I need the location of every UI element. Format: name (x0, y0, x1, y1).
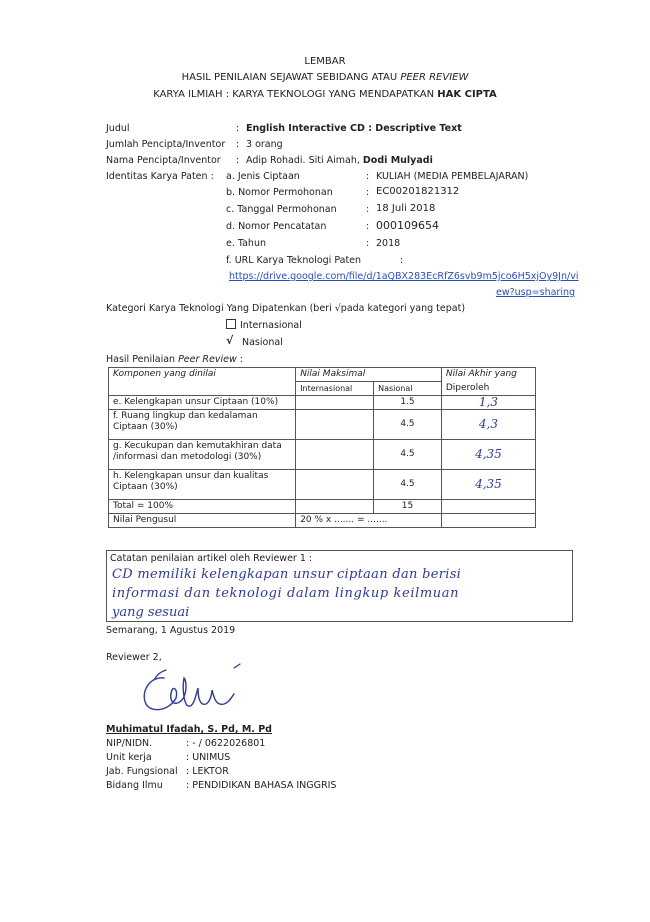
row-score-handwritten: 4,35 (441, 440, 535, 470)
identitas-a-label: a. Jenis Ciptaan (226, 171, 300, 182)
pengusul-score (441, 514, 535, 528)
pengusul-formula: 20 % x ....... = ....... (296, 514, 442, 528)
identitas-c-label: c. Tanggal Permohonan (226, 204, 337, 215)
kategori-option-internasional[interactable] (226, 319, 302, 331)
identitas-b-value: EC00201821312 (376, 186, 460, 197)
title-line2-italic: PEER REVIEW (400, 72, 469, 83)
table-row (109, 470, 536, 500)
reviewer-label: Reviewer 2, (106, 652, 162, 663)
row-max: 4.5 (374, 470, 442, 500)
judul-label: Judul (106, 123, 130, 134)
signature-image (136, 660, 246, 720)
title-line3-bold: HAK CIPTA (437, 89, 497, 100)
jabatan-value: : LEKTOR (186, 766, 229, 777)
identitas-a-value: KULIAH (MEDIA PEMBELAJARAN) (376, 171, 529, 182)
total-score (441, 500, 535, 514)
title-hasil-penilaian (0, 72, 650, 83)
hasil-label-suffix: : (236, 354, 243, 365)
nama-value (246, 155, 433, 166)
table-row (109, 410, 536, 440)
title-lembar: LEMBAR (304, 56, 346, 67)
identitas-f-colon: : (400, 255, 404, 266)
catatan-handwritten-line2: informasi dan teknologi dalam lingkup keilmuan (112, 586, 460, 601)
table-total-row (109, 500, 536, 514)
row-internasional (296, 410, 374, 440)
header-internasional: Internasional (296, 382, 374, 396)
row-label: g. Kecukupan dan kemutakhiran data /informasi dan metodologi (30%) (109, 440, 296, 470)
jumlah-label: Jumlah Pencipta/Inventor (106, 139, 226, 150)
reviewer-name: Muhimatul Ifadah, S. Pd, M. Pd (106, 724, 272, 735)
table-pengusul-row (109, 514, 536, 528)
judul-value: English Interactive CD : Descriptive Text (246, 123, 462, 134)
nama-value-bold: Dodi Mulyadi (362, 155, 433, 166)
header-nasional: Nasional (374, 382, 442, 396)
identitas-c-value: 18 Juli 2018 (376, 203, 436, 214)
total-value: 15 (374, 500, 442, 514)
row-label: f. Ruang lingkup dan kedalaman Ciptaan (30%) (109, 410, 296, 440)
unit-label: Unit kerja (106, 752, 152, 763)
identitas-b-colon: : (366, 187, 370, 198)
header-nilai-maksimal: Nilai Maksimal (296, 368, 442, 382)
row-label: e. Kelengkapan unsur Ciptaan (10%) (109, 396, 296, 410)
row-max: 4.5 (374, 440, 442, 470)
title-karya-ilmiah (0, 89, 650, 100)
patent-url-link[interactable]: https://drive.google.com/file/d/1aQBX283EcRfZ6svb9m5jco6H5xjOy9Jn/vi (229, 271, 579, 282)
identitas-e-label: e. Tahun (226, 238, 266, 249)
total-label: Total = 100% (109, 500, 296, 514)
place-date: Semarang, 1 Agustus 2019 (106, 625, 236, 636)
row-internasional (296, 440, 374, 470)
nip-label: NIP/NIDN. (106, 738, 153, 749)
identitas-d-label: d. Nomor Pencatatan (226, 221, 327, 232)
header-komponen: Komponen yang dinilai (109, 368, 296, 396)
bidang-label: Bidang Ilmu (106, 780, 163, 791)
identitas-c-colon: : (366, 204, 370, 215)
bidang-value: : PENDIDIKAN BAHASA INGGRIS (186, 780, 337, 791)
hasil-penilaian-label (106, 354, 243, 365)
grading-table (108, 367, 536, 528)
identitas-a-colon: : (366, 171, 370, 182)
pengusul-label: Nilai Pengusul (109, 514, 296, 528)
kategori-label: Kategori Karya Teknologi Yang Dipatenkan (beri √pada kategori yang tepat) (106, 303, 466, 314)
nama-colon: : (236, 155, 240, 166)
catatan-handwritten-line3: yang sesuai (112, 605, 190, 620)
identitas-e-colon: : (366, 238, 370, 249)
header-nilai-akhir: Nilai Akhir yang (441, 368, 535, 382)
title-line3-text: KARYA ILMIAH : KARYA TEKNOLOGI YANG MENDAPATKAN (153, 89, 438, 100)
hasil-label-text: Hasil Penilaian (106, 354, 179, 365)
row-score-handwritten: 4,35 (441, 470, 535, 500)
table-row (109, 396, 536, 410)
total-internasional (296, 500, 374, 514)
nama-label: Nama Pencipta/Inventor (106, 155, 221, 166)
identitas-label: Identitas Karya Paten : (106, 171, 214, 182)
catatan-label: Catatan penilaian artikel oleh Reviewer 1 : (110, 553, 313, 564)
identitas-d-colon: : (366, 221, 370, 232)
kategori-option-nasional: Nasional (242, 337, 283, 348)
row-internasional (296, 396, 374, 410)
nip-value: : - / 0622026801 (186, 738, 266, 749)
row-label: h. Kelengkapan unsur dan kualitas Ciptaan (30%) (109, 470, 296, 500)
row-max: 1.5 (374, 396, 442, 410)
header-diperoleh: Diperoleh (441, 382, 535, 396)
table-header-row (109, 368, 536, 382)
check-mark-icon: √ (226, 334, 234, 347)
jumlah-colon: : (236, 139, 240, 150)
checkbox-icon[interactable] (226, 319, 236, 329)
unit-value: : UNIMUS (186, 752, 231, 763)
hasil-label-italic: Peer Review (178, 354, 237, 365)
identitas-e-value: 2018 (376, 238, 401, 249)
row-score-handwritten: 1,3 (441, 396, 535, 410)
internasional-label: Internasional (240, 320, 302, 331)
jabatan-label: Jab. Fungsional (106, 766, 178, 777)
identitas-f-label: f. URL Karya Teknologi Paten (226, 255, 362, 266)
row-internasional (296, 470, 374, 500)
catatan-handwritten-line1: CD memiliki kelengkapan unsur ciptaan dan berisi (112, 567, 462, 582)
identitas-d-value: 000109654 (376, 219, 439, 232)
patent-url-link-continued[interactable]: ew?usp=sharing (496, 287, 576, 298)
row-max: 4.5 (374, 410, 442, 440)
judul-colon: : (236, 123, 240, 134)
table-row (109, 440, 536, 470)
jumlah-value: 3 orang (246, 139, 283, 150)
nama-value-text: Adip Rohadi. Siti Aimah, (246, 155, 363, 166)
identitas-b-label: b. Nomor Permohonan (226, 187, 333, 198)
row-score-handwritten: 4,3 (441, 410, 535, 440)
title-line2-text: HASIL PENILAIAN SEJAWAT SEBIDANG ATAU (181, 72, 401, 83)
